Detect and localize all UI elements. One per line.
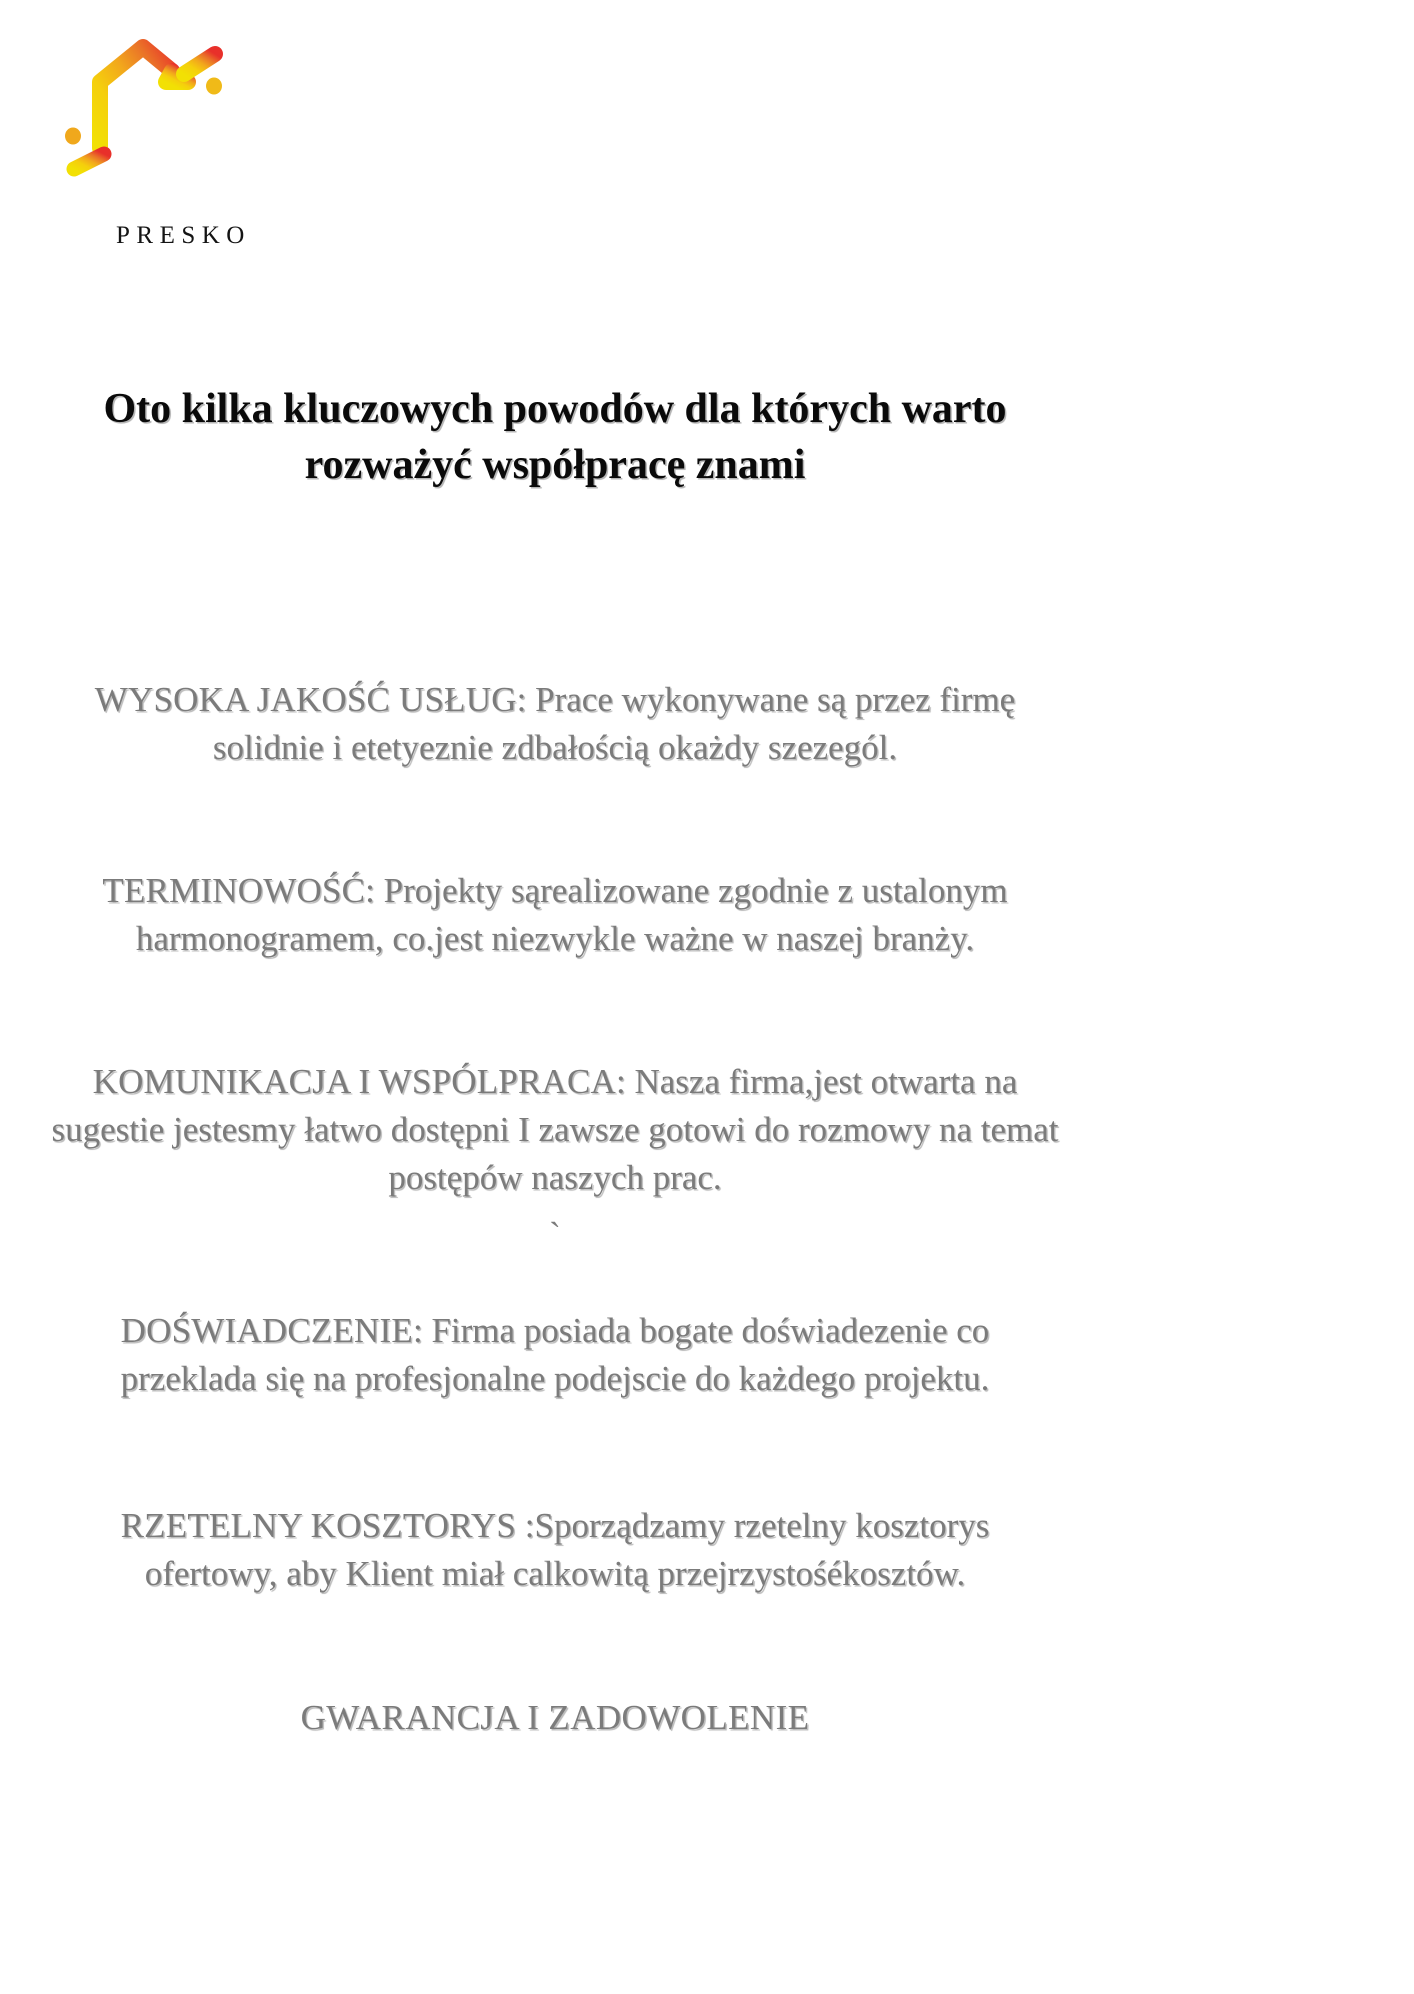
reason-separator: : [412,1311,432,1351]
stray-punctuation-mark: ` [549,1215,561,1255]
reason-term-estimate: RZETELNY KOSZTORYS [120,1506,517,1546]
reason-item-timeliness [50,867,1060,962]
reason-item-quality [50,676,1060,771]
reason-separator: : [365,871,384,911]
reason-separator: : [616,1062,635,1102]
reason-text-experience: Firma posiada bogate doświadezenie co przeklada się na profesjonalne podejscie do każdego projektu. [120,1311,990,1398]
page-title-line-2: współpracę znami [482,441,806,488]
reason-item-experience [50,1307,1060,1402]
page-title [50,382,1060,494]
reasons-list [50,676,1060,1741]
page-title-line-1: Oto kilka kluczowych powodów dla których warto rozważyć [103,386,1007,488]
reason-separator: : [516,680,536,719]
reason-text-communication: Nasza firma,jest otwarta na sugestie jestesmy łatwo dostępni I zawsze gotowi do rozmowy na temat postępów naszych prac. [51,1062,1059,1197]
reason-item-estimate [50,1502,1060,1597]
reason-term-quality: WYSOKA JAKOŚĆ USŁUG [94,680,517,719]
reason-text-timeliness: Projekty sąrealizowane zgodnie z ustalonym harmonogramem, co.jest niezwykle ważne w naszej branży. [135,871,1008,958]
reason-separator: : [516,1506,535,1546]
reason-term-timeliness: TERMINOWOŚĆ [102,871,366,911]
reason-text-estimate: Sporządzamy rzetelny kosztorys ofertowy, aby Klient miał calkowitą przejrzystośékosztów. [144,1506,990,1593]
brand-wordmark: PRESKO [116,222,251,249]
reason-term-experience: DOŚWIADCZENIE [120,1311,413,1351]
presko-house-logo-icon [38,26,288,216]
reason-text-quality: Prace wykonywane są przez firmę solidnie i etetyeznie zdbałością okażdy szezegól. [212,680,1016,767]
closing-statement: GWARANCJA I ZADOWOLENIE [300,1697,810,1737]
brand-logo-block [38,26,338,276]
reason-item-communication [50,1058,1060,1201]
reason-term-communication: KOMUNIKACJA I WSPÓLPRACA [92,1062,617,1102]
